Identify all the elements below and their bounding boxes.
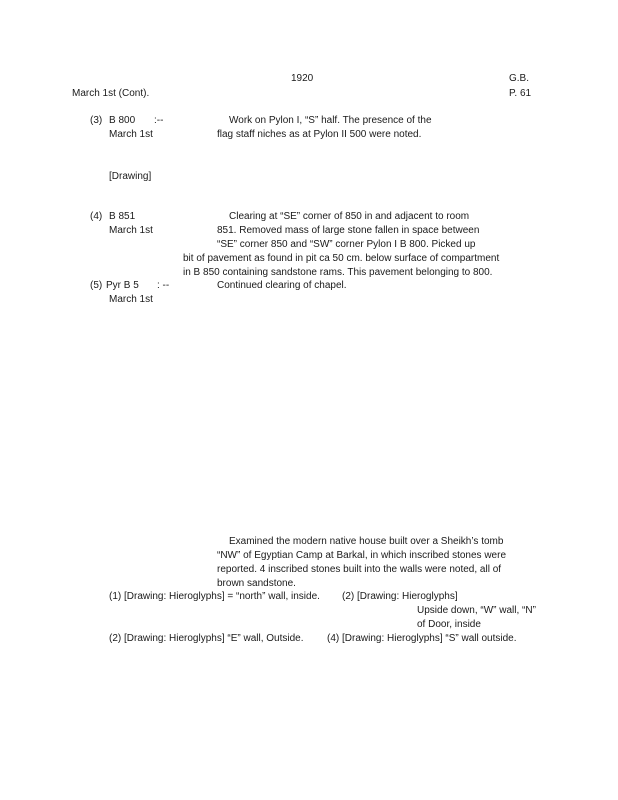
page-number: P. 61 — [509, 88, 532, 99]
entry-text-line: in B 850 containing sandstone rams. This pavement belonging to 800. — [183, 267, 493, 278]
entry-date: March 1st — [109, 129, 153, 140]
section-text-line: Examined the modern native house built over a Sheikh’s tomb — [229, 536, 504, 547]
entry-text-line: 851. Removed mass of large stone fallen in space between — [217, 225, 480, 236]
entry-text-line: Clearing at “SE” corner of 850 in and adjacent to room — [229, 211, 470, 222]
drawing-placeholder: [Drawing] — [109, 171, 152, 182]
inscription-item-2a: (2) [Drawing: Hieroglyphs] — [342, 591, 458, 602]
entry-number: (3) — [90, 115, 103, 126]
section-text-line: “NW” of Egyptian Camp at Barkal, in which inscribed stones were — [217, 550, 507, 561]
inscription-item-1: (1) [Drawing: Hieroglyphs] = “north” wall, inside. — [109, 591, 320, 602]
entry-text-line: Continued clearing of chapel. — [217, 280, 347, 291]
entry-text-line: Work on Pylon I, “S” half. The presence of the — [229, 115, 432, 126]
entry-number: (4) — [90, 211, 103, 222]
section-text-line: brown sandstone. — [217, 578, 296, 589]
inscription-item-2a-note: Upside down, “W” wall, “N” — [417, 605, 536, 616]
page-year: 1920 — [291, 73, 314, 84]
entry-reference: Pyr B 5 — [106, 280, 139, 291]
entry-reference: B 800 — [109, 115, 136, 126]
entry-text-line: flag staff niches as at Pylon II 500 were noted. — [217, 129, 422, 140]
inscription-item-2b: (2) [Drawing: Hieroglyphs] “E” wall, Outside. — [109, 633, 304, 644]
entry-separator: :-- — [154, 115, 164, 126]
entry-date: March 1st — [109, 225, 153, 236]
entry-text-line: “SE” corner 850 and “SW” corner Pylon I B 800. Picked up — [217, 239, 476, 250]
inscription-item-2a-note: of Door, inside — [417, 619, 481, 630]
entry-reference: B 851 — [109, 211, 136, 222]
page-date-heading: March 1st (Cont). — [72, 88, 150, 99]
entry-text-line: bit of pavement as found in pit ca 50 cm. below surface of compartment — [183, 253, 500, 264]
inscription-item-4: (4) [Drawing: Hieroglyphs] “S” wall outside. — [327, 633, 517, 644]
entry-date: March 1st — [109, 294, 153, 305]
author-initials: G.B. — [509, 73, 530, 84]
entry-separator: : -- — [157, 280, 170, 291]
section-text-line: reported. 4 inscribed stones built into the walls were noted, all of — [217, 564, 502, 575]
entry-number: (5) — [90, 280, 103, 291]
